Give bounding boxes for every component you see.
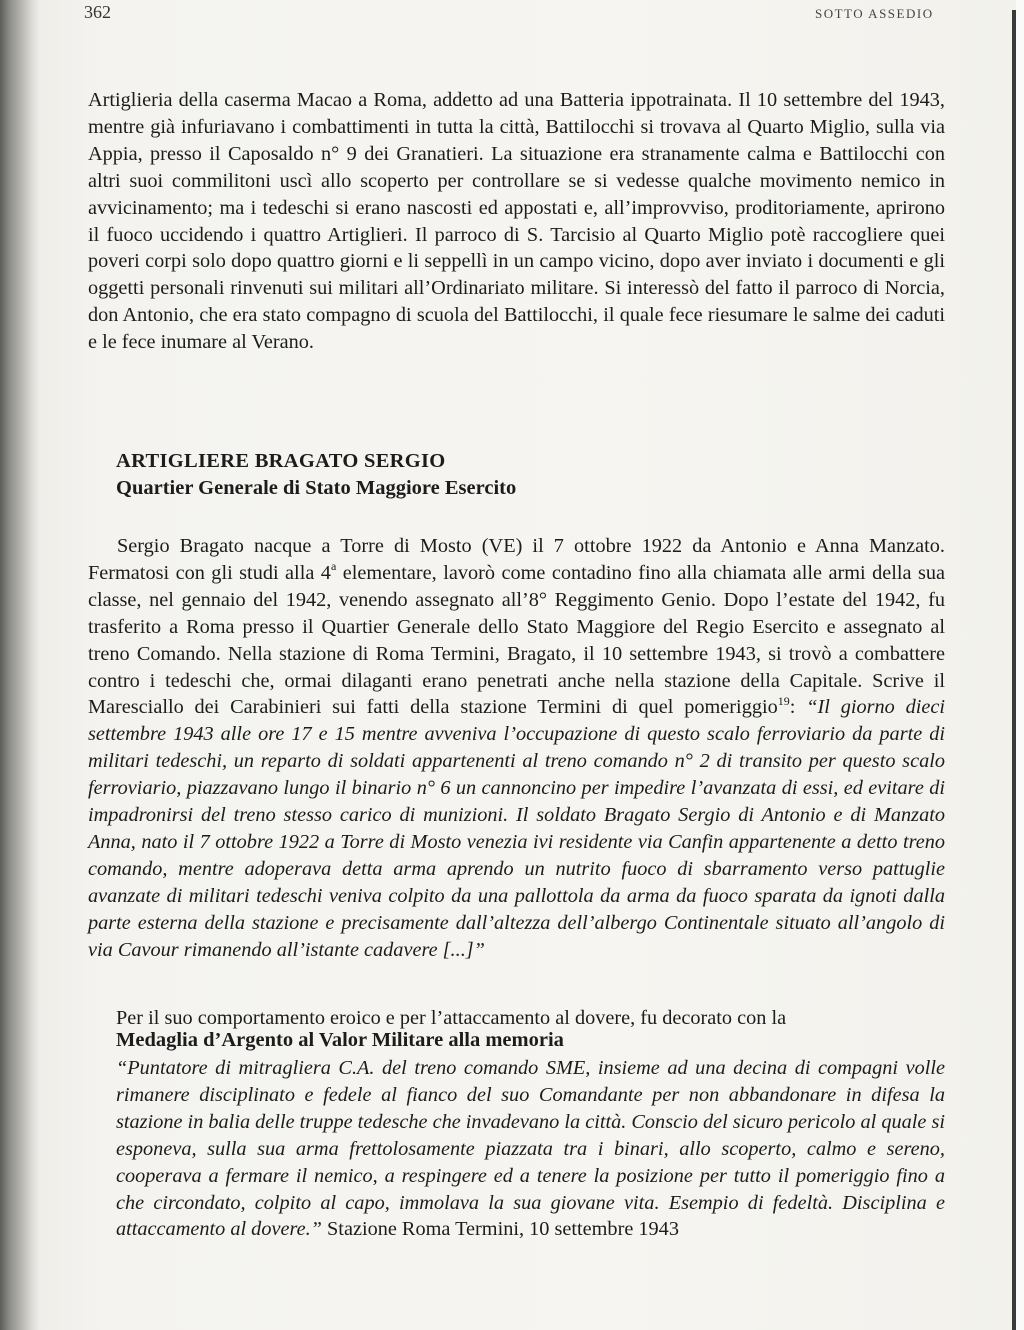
- page-edge: [1016, 0, 1024, 1330]
- bio-text-middle: elementare, lavorò come contadino fino alla chiamata alle armi della sua classe, nel gennaio del 1942, venendo assegnato all’8° Reggimento Genio. Dopo l’estate del 1942, fu trasferito a Roma presso il Quartier Generale dello Stato Maggiore del Regio Esercito e assegnato al treno Comando. Nella stazione di Roma Termini, Bragato, il 10 settembre 1943, si trovò a combattere contro i tedeschi che, ormai dilaganti erano penetrati anche nella stazione della Capitale. Scrive il Maresciallo dei Carabinieri sui fatti della stazione Termini di quel pomeriggio: [88, 561, 945, 719]
- paragraph-bragato: [88, 533, 945, 964]
- medal-motivation: [116, 1055, 945, 1243]
- decoration-intro: Per il suo comportamento eroico e per l’attaccamento al dovere, fu decorato con la: [116, 1007, 787, 1029]
- footnote-reference: 19: [777, 693, 790, 708]
- running-head: SOTTO ASSEDIO: [815, 6, 934, 21]
- bio-text-colon: :: [789, 696, 807, 719]
- page-edge-shadow: [1012, 10, 1016, 1330]
- paragraph-battilocchi: Artiglieria della caserma Macao a Roma, addetto ad una Batteria ippotrainata. Il 10 settembre del 1943, mentre già infuriavano i combattimenti in tutta la città, Battilocchi si trovava al Quarto Miglio, sulla via Appia, presso il Caposaldo n° 9 dei Granatieri. La situazione era stranamente calma e Battilocchi con altri suoi commilitoni uscì allo scoperto per controllare se si vedesse qualche movimento nemico in avvicinamento; ma i tedeschi si erano nascosti ed appostati e, all’improvviso, proditoriamente, aprirono il fuoco uccidendo i quattro Artiglieri. Il parroco di S. Tarcisio al Quarto Miglio potè raccogliere quei poveri corpi solo dopo quattro giorni e li seppellì in un campo vicino, dopo aver inviato i documenti e gli oggetti personali rinvenuti sui militari all’Ordinariato militare. Si interessò del fatto il parroco di Norcia, don Antonio, che era stato compagno di scuola del Battilocchi, il quale fece riesumare le salme dei caduti e le fece inumare al Verano.: [88, 89, 945, 354]
- book-binding-shadow: [0, 0, 40, 1330]
- place-date: Stazione Roma Termini, 10 settembre 1943: [321, 1218, 679, 1241]
- motivation-text: “Puntatore di mitragliera C.A. del treno comando SME, insieme ad una decina di compagni volle rimanere disciplinato e fedele al fianco del suo Comandante per non abbandonare in difesa la stazione in balia delle truppe tedesche che invadevano la città. Conscio del sicuro pericolo al quale si esponeva, sulla sua arma frettolosamente piazzata tra i binari, allo scoperto, calmo e sereno, cooperava a fermare il nemico, a respingere ed a tenere la posizione per tutto il pomeriggio fino a che circondato, colpito al capo, immolava la sua giovane vita. Esempio di fedeltà. Disciplina e attaccamento al dovere.”: [116, 1057, 945, 1241]
- page-number: 362: [84, 2, 111, 22]
- ordinal-superscript: a: [330, 559, 337, 574]
- medal-title: Medaglia d’Argento al Valor Militare alla memoria: [116, 1029, 564, 1051]
- section-subtitle: Quartier Generale di Stato Maggiore Esercito: [116, 477, 517, 499]
- section-title: ARTIGLIERE BRAGATO SERGIO: [116, 450, 446, 472]
- bio-text-start: Sergio Bragato nacque a Torre di Mosto (VE) il 7 ottobre 1922 da Antonio e Anna Manzato. Fermatosi con gli studi alla 4: [88, 535, 945, 584]
- quoted-report: “Il giorno dieci settembre 1943 alle ore 17 e 15 mentre avveniva l’occupazione di questo scalo ferroviario da parte di militari tedeschi, un reparto di soldati appartenenti al treno comando n° 2 di transito per questo scalo ferroviario, piazzavano lungo il binario n° 6 un cannoncino per impedire l’avanzata di essi, ed evitare di impadronirsi del treno stesso carico di munizioni. Il soldato Bragato Sergio di Antonio e di Manzato Anna, nato il 7 ottobre 1922 a Torre di Mosto venezia ivi residente via Canfin appartenente a detto treno comando, mentre adoperava detta arma aprendo un nutrito fuoco di sbarramento verso pattuglie avanzate di militari tedeschi veniva colpito da una pallottola da arma da fuoco sparata da ignoti dalla parte esterna della stazione e precisamente dall’altezza dell’albergo Continentale situato all’angolo di via Cavour rimanendo all’istante cadavere [...]”: [88, 696, 946, 961]
